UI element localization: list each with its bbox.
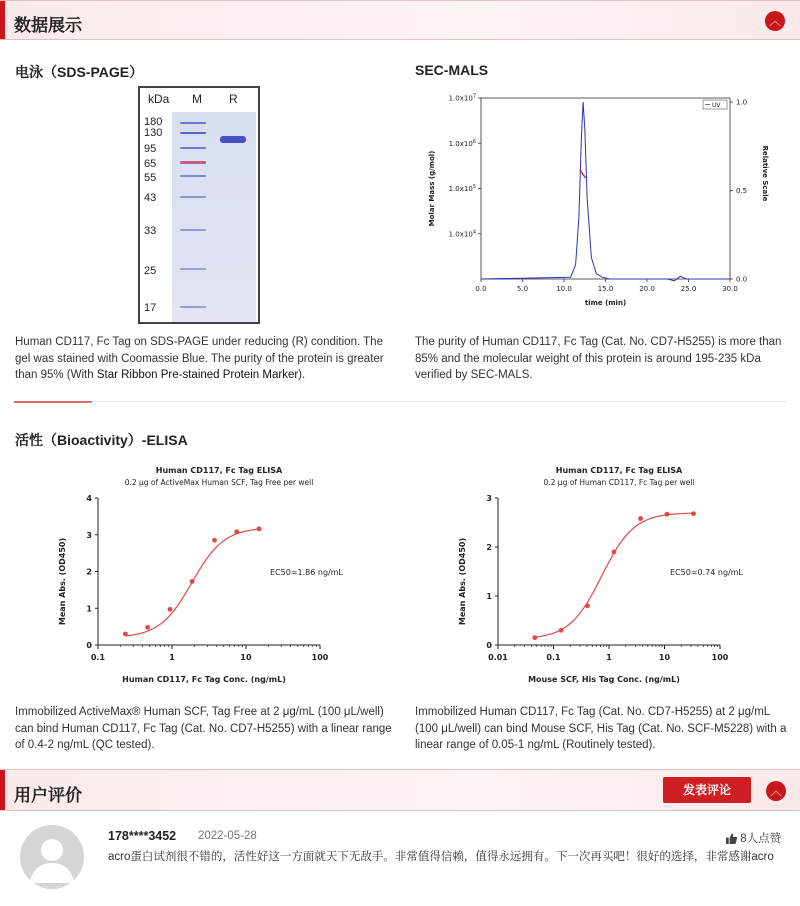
sec-mals-description	[415, 334, 795, 384]
section-divider-accent	[14, 401, 92, 403]
data-section-header	[0, 0, 800, 40]
data-point	[190, 579, 195, 584]
elisa-right-desc-line: linear range of 0.05-1 ng/mL (Routinely tested).	[415, 739, 656, 751]
chart-subtitle: 0.2 μg of ActiveMax Human SCF, Tag Free per well	[124, 478, 314, 487]
y-tick-label: 1	[86, 604, 92, 614]
review-like-button[interactable]	[726, 830, 781, 847]
x-tick-label: 10	[658, 653, 671, 662]
header-accent-bar	[0, 770, 5, 810]
marker-band	[180, 229, 206, 231]
x-axis-label: Human CD117, Fc Tag Conc. (ng/mL)	[122, 675, 286, 684]
marker-band	[180, 161, 206, 164]
gel-kda-label: kDa	[148, 92, 170, 106]
user-avatar-icon	[20, 825, 84, 889]
reviews-section-title: 用户评价	[14, 786, 82, 805]
marker-band	[180, 132, 206, 134]
chart-title: Human CD117, Fc Tag ELISA	[555, 466, 683, 475]
y2-tick-label: 0.5	[736, 187, 748, 195]
marker-label-33: 33	[144, 225, 157, 237]
section-divider	[14, 401, 786, 402]
data-point	[665, 512, 670, 517]
marker-label-25: 25	[144, 265, 157, 277]
data-point	[257, 526, 262, 531]
y-tick-label: 2	[486, 543, 492, 552]
x-tick-label: 100	[711, 653, 729, 662]
x-tick-label: 100	[311, 653, 329, 662]
y-tick-label: 3	[86, 530, 92, 540]
y-tick-label: 1	[486, 592, 492, 601]
y2-axis-label: Relative Scale	[761, 145, 769, 202]
plot-frame	[481, 98, 730, 279]
data-section-collapse-button[interactable]	[765, 11, 785, 31]
data-point	[532, 635, 537, 640]
x-tick-label: 0.0	[475, 285, 487, 293]
marker-product-link[interactable]: Star Ribbon Pre-stained Protein Marker	[96, 369, 299, 381]
elisa-left-desc-line: can bind Human CD117, Fc Tag (Cat. No. CD7-H5255) with a linear range	[15, 722, 392, 735]
review-like-count: 8人点赞	[740, 833, 782, 845]
sample-band	[220, 136, 246, 143]
marker-label-55: 55	[144, 172, 157, 184]
chevron-up-icon: ︿	[768, 14, 781, 28]
y-tick-label: $1.0x10^6$	[448, 138, 476, 148]
elisa-right-description	[415, 704, 795, 754]
x-tick-label: 0.1	[90, 653, 106, 662]
gel-lane-m-label: M	[192, 92, 202, 106]
data-point	[559, 628, 564, 633]
y-tick-label: $1.0x10^5$	[448, 184, 476, 193]
gel-area	[172, 112, 256, 322]
marker-band	[180, 175, 206, 177]
y-tick-label: $1.0x10^7$	[448, 93, 476, 103]
thumbs-up-icon	[726, 833, 737, 847]
marker-band	[180, 147, 206, 149]
review-date: 2022-05-28	[198, 830, 257, 842]
data-point	[691, 511, 696, 516]
x-tick-label: 0.01	[488, 653, 508, 662]
sec-desc-line: The purity of Human CD117, Fc Tag (Cat. No. CD7-H5255) is more than	[415, 336, 782, 348]
ec50-annotation: EC50=1.86 ng/mL	[270, 568, 343, 577]
marker-label-180: 180	[144, 116, 163, 128]
data-point	[123, 632, 128, 637]
elisa-chart-left	[50, 460, 350, 690]
chart-subtitle: 0.2 μg of Human CD117, Fc Tag per well	[543, 478, 695, 487]
y-tick-label: $1.0x10^4$	[448, 229, 476, 239]
sds-desc-prefix: than 95% (With	[15, 369, 97, 381]
review-text: acro蛋白试剂很不错的，活性好这一方面就天下无敌手。非常值得信赖，值得永远拥有。下一次再买吧！很好的选择，非常感谢acro	[108, 851, 774, 863]
sds-desc-suffix: ).	[298, 369, 306, 381]
y-tick-label: 0	[486, 641, 492, 650]
elisa-left-description	[15, 704, 395, 754]
x-tick-label: 15.0	[597, 285, 614, 293]
sec-mals-title: SEC-MALS	[415, 62, 489, 78]
marker-band	[180, 268, 206, 270]
y-tick-label: 3	[486, 494, 492, 503]
chart-title: Human CD117, Fc Tag ELISA	[155, 466, 283, 475]
y-tick-label: 0	[86, 641, 92, 650]
elisa-left-desc-line: of 0.4-2 ng/mL (QC tested).	[15, 739, 155, 751]
marker-label-65: 65	[144, 158, 157, 170]
data-point	[612, 550, 617, 555]
y-tick-label: 2	[86, 567, 92, 577]
x-tick-label: 1	[169, 653, 175, 662]
x-tick-label: 20.0	[639, 285, 655, 293]
data-section-title: 数据展示	[14, 16, 82, 35]
data-point	[638, 516, 643, 521]
marker-label-95: 95	[144, 143, 157, 155]
y2-tick-label: 0.0	[736, 275, 748, 284]
ec50-annotation: EC50=0.74 ng/mL	[670, 568, 743, 577]
marker-band	[180, 306, 206, 308]
post-review-button[interactable]: 发表评论	[663, 777, 751, 803]
y2-tick-label: 1.0	[736, 98, 748, 107]
marker-band	[180, 122, 206, 124]
sds-page-gel-image	[138, 86, 260, 324]
marker-label-43: 43	[144, 192, 157, 204]
legend-label: UV	[712, 102, 721, 109]
x-axis-label: time (min)	[584, 299, 627, 307]
data-point	[145, 625, 150, 630]
x-tick-label: 10	[240, 653, 252, 662]
gel-lane-r-label: R	[229, 92, 238, 106]
marker-band	[180, 196, 206, 198]
sec-mals-chart	[420, 84, 780, 324]
x-tick-label: 1	[606, 653, 612, 662]
y-axis-label: Mean Abs. (OD450)	[458, 537, 467, 626]
y-axis-label: Molar Mass (g/mol)	[428, 150, 436, 227]
sds-page-title: 电泳（SDS-PAGE）	[15, 64, 144, 80]
header-accent-bar	[0, 1, 5, 39]
elisa-right-desc-line: (100 μL/well) can bind Mouse SCF, His Tag (Cat. No. SCF-M5228) with a	[415, 722, 787, 735]
x-tick-label: 30.0	[722, 285, 738, 293]
elisa-left-desc-line: Immobilized ActiveMax® Human SCF, Tag Free at 2 μg/mL (100 μL/well)	[15, 706, 384, 718]
sec-desc-line: 85% and the molecular weight of this protein is around 195-235 kDa	[415, 352, 761, 365]
x-tick-label: 10.0	[556, 285, 572, 293]
reviews-collapse-button[interactable]	[766, 781, 786, 801]
y-axis-label: Mean Abs. (OD450)	[58, 537, 67, 626]
sds-desc-line: Human CD117, Fc Tag on SDS-PAGE under reducing (R) condition. The	[15, 336, 383, 348]
marker-label-17: 17	[144, 302, 157, 314]
marker-label-130: 130	[144, 127, 163, 139]
x-tick-label: 25.0	[680, 285, 697, 293]
sds-desc-line: gel was stained with Coomassie Blue. The purity of the protein is greater	[15, 352, 384, 365]
bioactivity-title: 活性（Bioactivity）-ELISA	[15, 432, 188, 448]
data-point	[585, 603, 590, 608]
data-point	[212, 538, 217, 543]
x-tick-label: 0.1	[546, 653, 561, 662]
data-point	[168, 607, 173, 612]
review-username: 178****3452	[108, 829, 177, 843]
elisa-chart-right	[450, 460, 750, 690]
sec-desc-line: verified by SEC-MALS.	[415, 369, 533, 381]
elisa-right-desc-line: Immobilized Human CD117, Fc Tag (Cat. No. CD7-H5255) at 2 μg/mL	[415, 706, 771, 718]
sds-desc-line	[15, 367, 385, 384]
uv-trace	[481, 102, 730, 281]
x-tick-label: 5.0	[516, 285, 529, 293]
chevron-up-icon: ︿	[769, 784, 782, 798]
y-tick-label: 4	[86, 494, 92, 503]
data-point	[234, 529, 239, 534]
avatar	[20, 825, 84, 889]
sds-page-description	[15, 334, 385, 384]
x-axis-label: Mouse SCF, His Tag Conc. (ng/mL)	[528, 675, 680, 684]
